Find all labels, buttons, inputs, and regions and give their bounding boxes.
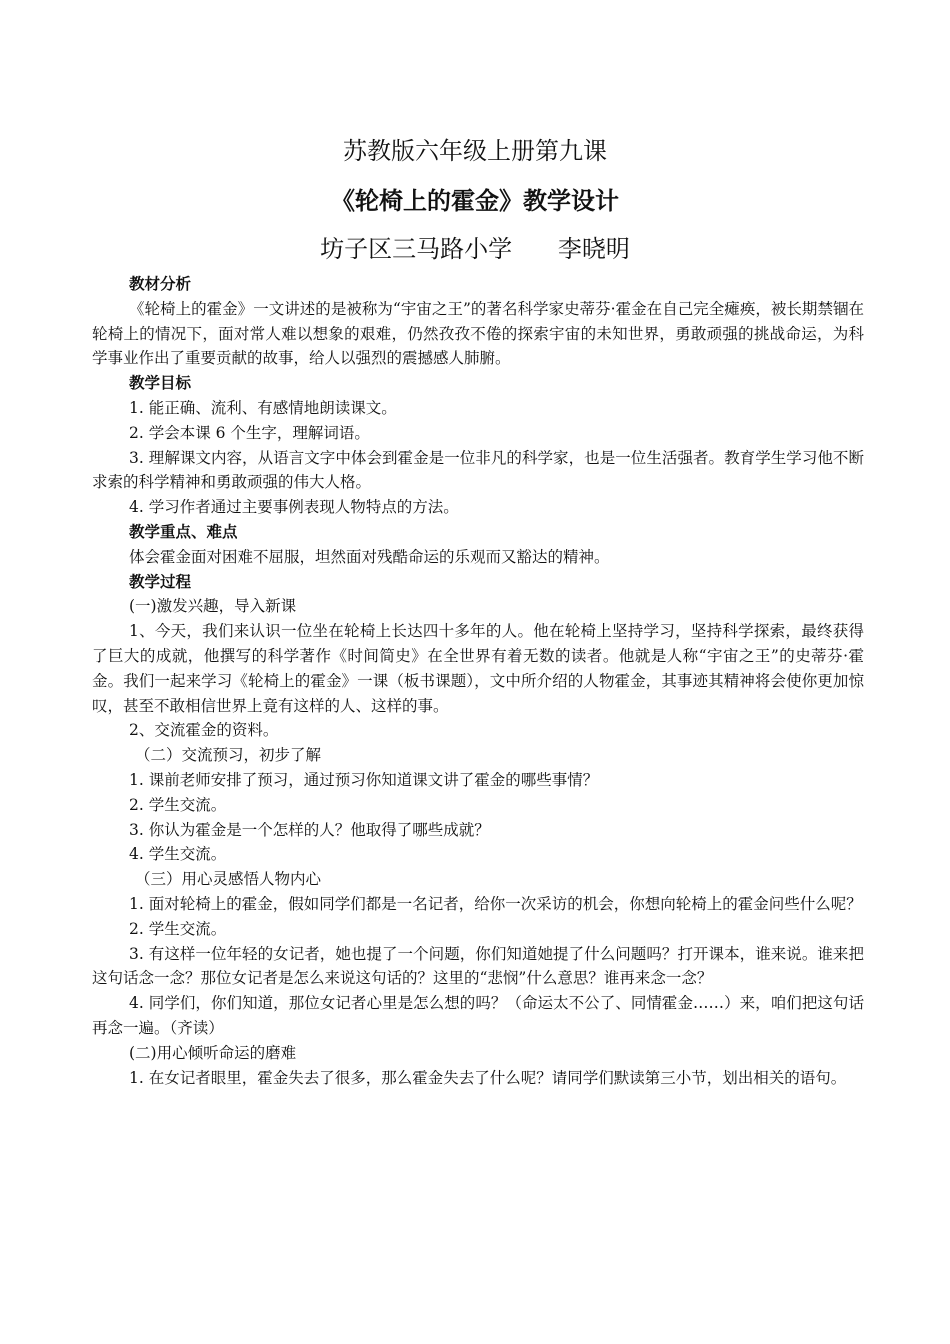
- author-line: 坊子区三马路小学 李晓明: [320, 235, 630, 263]
- list-item: 1、今天，我们来认识一位坐在轮椅上长达四十多年的人。他在轮椅上坚持学习，坚持科学探索，最终获得了巨大的成就，他撰写的科学著作《时间简史》在全世界有着无数的读者。他就是人称“宇宙之王”的史蒂芬·霍金。我们一起来学习《轮椅上的霍金》一课（板书课题），文中所介绍的人物霍金，其事迹其精神将会使你更加惊叹，甚至不敢相信世界上竟有这样的人、这样的事。: [92, 622, 864, 715]
- part3-heading: （三）用心灵感悟人物内心: [135, 870, 322, 889]
- list-item: 2、交流霍金的资料。: [129, 721, 279, 740]
- part4-heading: (二)用心倾听命运的磨难: [129, 1043, 297, 1062]
- list-item: 3. 有这样一位年轻的女记者，她也提了一个问题，你们知道她提了什么问题吗？打开课本，谁来说。谁来把这句话念一念？那位女记者是怎么来说这句话的？这里的“悲悯”什么意思？谁再来念一念？: [92, 944, 864, 988]
- process-heading: 教学过程: [129, 571, 192, 591]
- course-title: 苏教版六年级上册第九课: [343, 137, 607, 165]
- list-item: 1. 课前老师安排了预习，通过预习你知道课文讲了霍金的哪些事情？: [129, 770, 599, 789]
- list-item: 3. 你认为霍金是一个怎样的人？他取得了哪些成就？: [129, 820, 490, 839]
- goals-heading: 教学目标: [129, 373, 192, 393]
- goal-item: 1. 能正确、流利、有感情地朗读课文。: [129, 398, 397, 417]
- list-item: 1. 在女记者眼里，霍金失去了很多，那么霍金失去了什么呢？请同学们默读第三小节，划出相关的语句。: [129, 1068, 847, 1087]
- goal-item: 3. 理解课文内容，从语言文字中体会到霍金是一位非凡的科学家，也是一位生活强者。教育学生学习他不断求索的科学精神和勇敢顽强的伟大人格。: [92, 448, 864, 492]
- analysis-text: 《轮椅上的霍金》一文讲述的是被称为“宇宙之王”的著名科学家史蒂芬·霍金在自己完全瘫痪，被长期禁锢在轮椅上的情况下，面对常人难以想象的艰难，仍然孜孜不倦的探索宇宙的未知世界，勇敢顽强的挑战命运，为科学事业作出了重要贡献的故事，给人以强烈的震撼感人肺腑。: [92, 299, 864, 368]
- lesson-title: 《轮椅上的霍金》教学设计: [331, 186, 619, 215]
- goal-item: 2. 学会本课 6 个生字，理解词语。: [129, 423, 370, 442]
- list-item: 2. 学生交流。: [129, 795, 227, 814]
- list-item: 4. 同学们，你们知道，那位女记者心里是怎么想的吗？（命运太不公了、同情霍金……）来，咱们把这句话再念一遍。（齐读）: [92, 994, 864, 1037]
- list-item: 4. 学生交流。: [129, 845, 227, 864]
- analysis-heading: 教材分析: [129, 274, 192, 293]
- part2-heading: （二）交流预习，初步了解: [135, 746, 322, 765]
- key-points-heading: 教学重点、难点: [129, 521, 238, 541]
- part1-heading: (一)激发兴趣，导入新课: [129, 597, 297, 616]
- document-body: [92, 272, 864, 1090]
- list-item: 1. 面对轮椅上的霍金，假如同学们都是一名记者，给你一次采访的机会，你想向轮椅上的霍金问些什么呢？: [129, 894, 862, 913]
- list-item: 2. 学生交流。: [129, 919, 227, 938]
- goal-item: 4. 学习作者通过主要事例表现人物特点的方法。: [129, 498, 459, 517]
- key-points-text: 体会霍金面对困难不屈服，坦然面对残酷命运的乐观而又豁达的精神。: [129, 547, 610, 566]
